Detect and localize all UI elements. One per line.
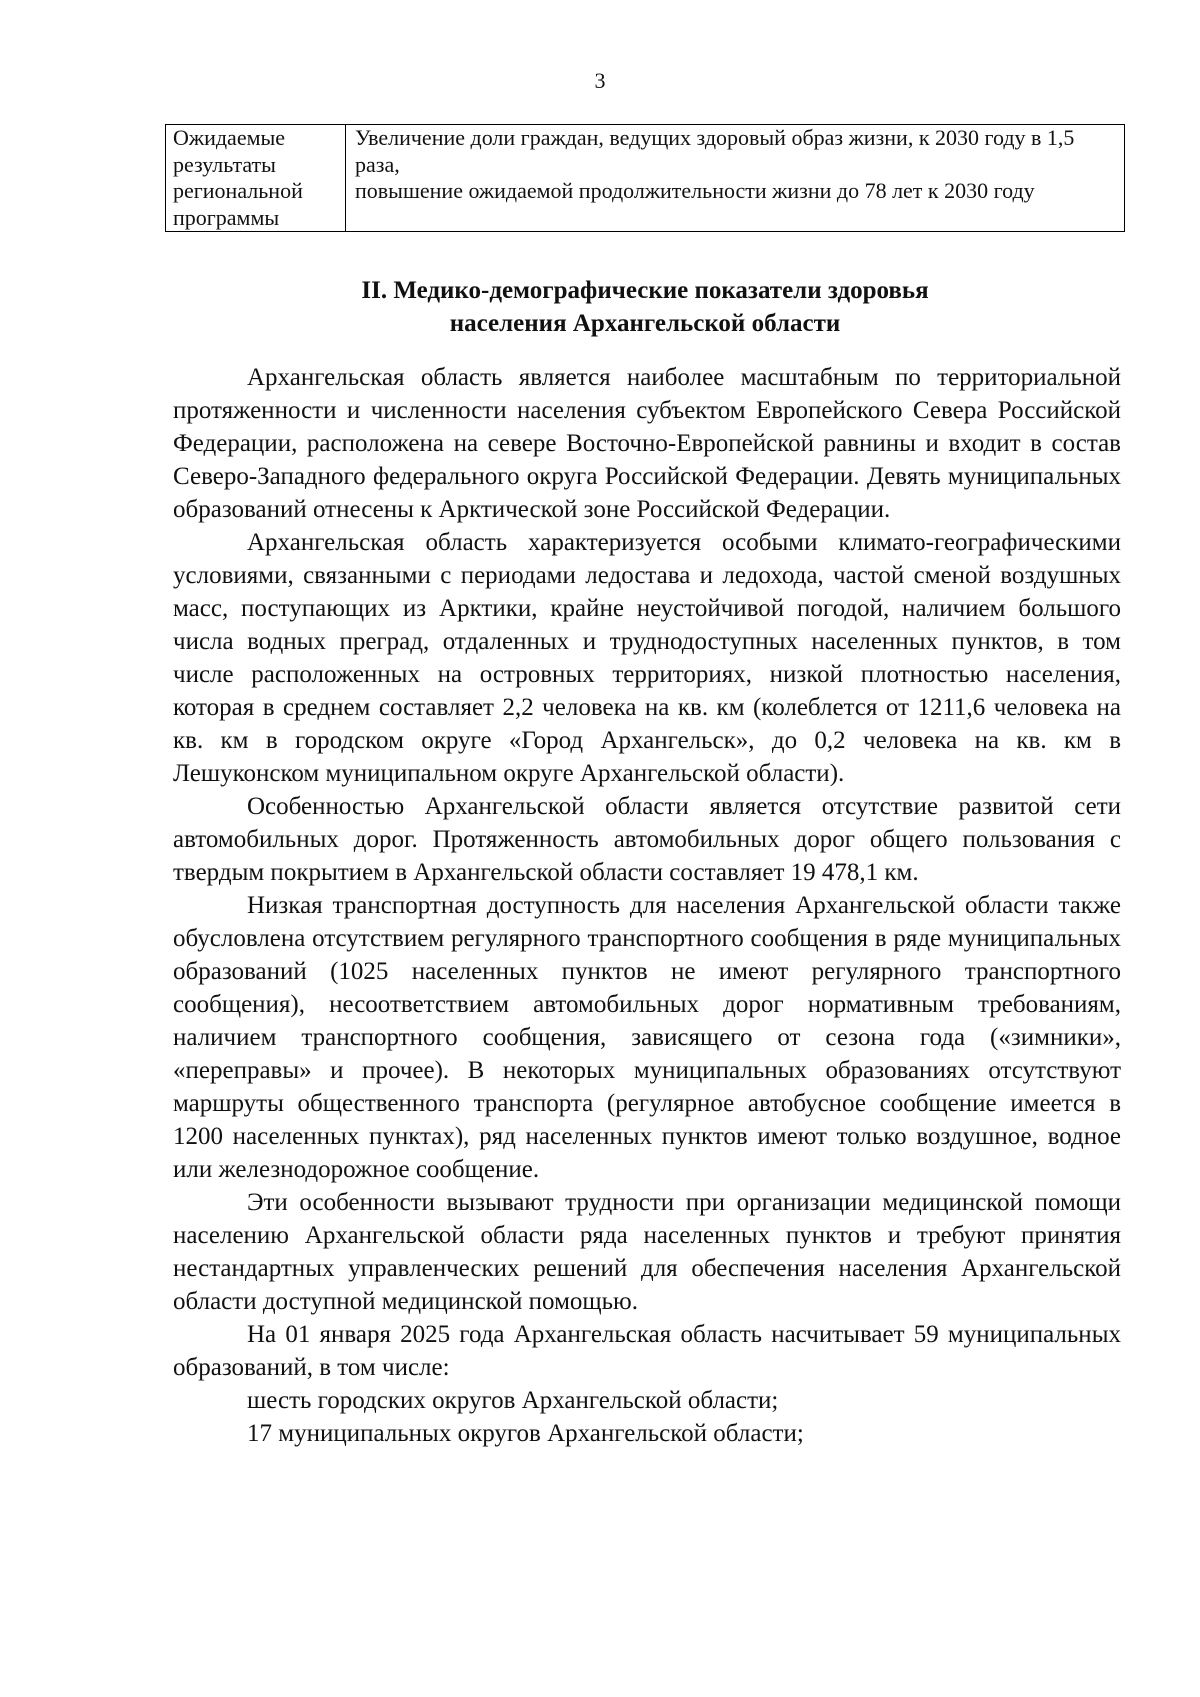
summary-table [165, 124, 1125, 232]
paragraph: Низкая транспортная доступность для населения Архангельской области также обусловлена отсутствием регулярного транспортного сообщения в ряде муниципальных образований (1025 населенных пунктов не имеют регулярного транспортного сообщения), несоответствием автомобильных дорог нормативным требованиям, наличием транспортного сообщения, зависящего от сезона года («зимники», «переправы» и прочее). В некоторых муниципальных образованиях отсутствуют маршруты общественного транспорта (регулярное автобусное сообщение имеется в 1200 населенных пунктах), ряд населенных пунктов имеют только воздушное, водное или железнодорожное сообщение. [173, 892, 1121, 1183]
paragraph: Архангельская область характеризуется особыми климато-географическими условиями, связанными с периодами ледостава и ледохода, частой сменой воздушных масс, поступающих из Арктики, крайне неустойчивой погодой, наличием большого числа водных преград, отдаленных и труднодоступных населенных пунктов, в том числе расположенных на островных территориях, низкой плотностью населения, которая в среднем составляет 2,2 человека на кв. км (колеблется от 1211,6 человека на кв. км в городском округе «Город Архангельск», до 0,2 человека на кв. км в Лешуконском муниципальном округе Архангельской области). [173, 529, 1121, 787]
body-text [173, 361, 1121, 1450]
table-label-cell: Ожидаемые результаты региональной программы [166, 125, 346, 232]
paragraph: На 01 января 2025 года Архангельская область насчитывает 59 муниципальных образований, в том числе: [173, 1321, 1121, 1381]
section-heading [165, 274, 1125, 340]
table-row [166, 125, 1125, 232]
list-item: шесть городских округов Архангельской области; [247, 1387, 779, 1414]
paragraph: Особенностью Архангельской области является отсутствие развитой сети автомобильных дорог. Протяженность автомобильных дорог общего пользования с твердым покрытием в Архангельской области составляет 19 478,1 км. [173, 793, 1121, 886]
list-item: 17 муниципальных округов Архангельской области; [247, 1420, 804, 1447]
page-number: 3 [594, 68, 606, 93]
table-value-line: Увеличение доли граждан, ведущих здоровый образ жизни, к 2030 году в 1,5 раза, [355, 125, 1075, 177]
section-title-line: II. Медико-демографические показатели здоровья [361, 277, 929, 304]
table-value-line: повышение ожидаемой продолжительности жизни до 78 лет к 2030 году [355, 178, 1035, 203]
section-title-line: населения Архангельской области [449, 310, 841, 337]
paragraph: Архангельская область является наиболее масштабным по территориальной протяженности и численности населения субъектом Европейского Севера Российской Федерации, расположена на севере Восточно-Европейской равнины и входит в состав Северо-Западного федерального округа Российской Федерации. Девять муниципальных образований отнесены к Арктической зоне Российской Федерации. [173, 364, 1121, 523]
paragraph: Эти особенности вызывают трудности при организации медицинской помощи населению Архангельской области ряда населенных пунктов и требуют принятия нестандартных управленческих решений для обеспечения населения Архангельской области доступной медицинской помощью. [173, 1189, 1121, 1315]
table-value-cell [346, 125, 1125, 232]
